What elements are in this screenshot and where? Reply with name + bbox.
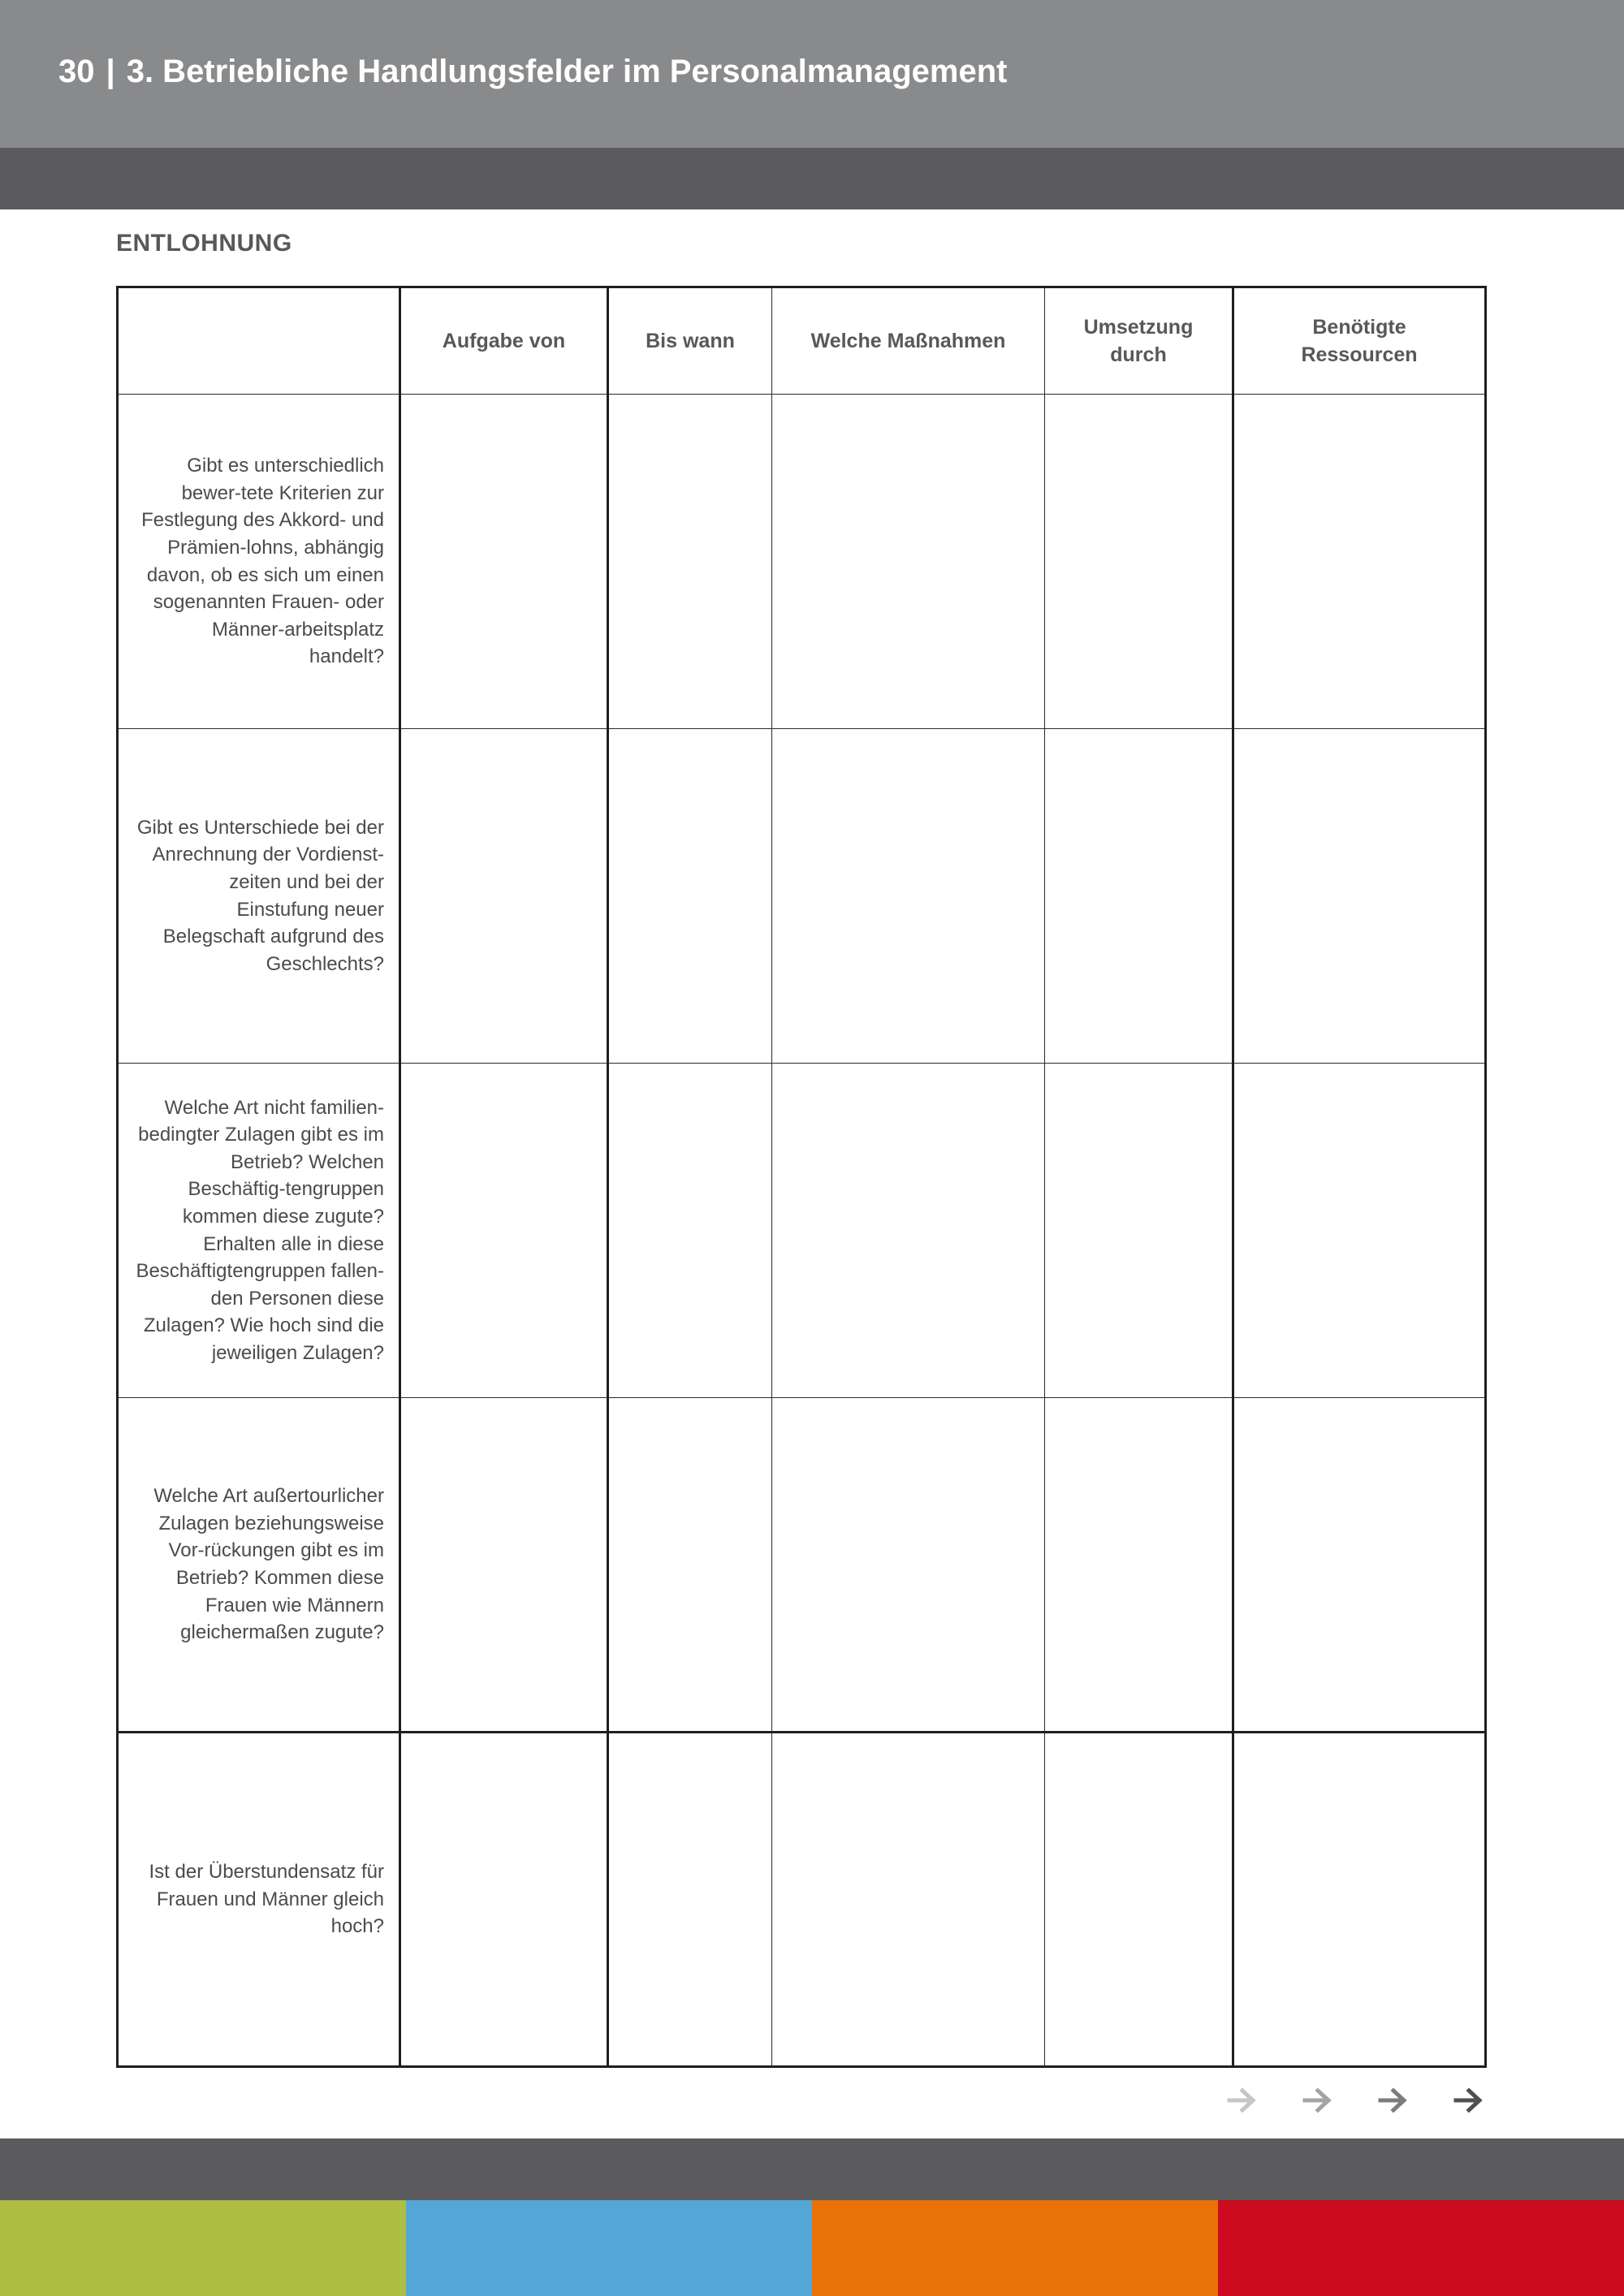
- answer-cell-aufgabe-von[interactable]: [400, 729, 608, 1064]
- answer-cell-aufgabe-von[interactable]: [400, 1398, 608, 1733]
- answer-cell-massnahmen[interactable]: [772, 1064, 1045, 1398]
- question-cell: Gibt es unterschiedlich bewer-tete Kriterien zur Festlegung des Akkord- und Prämien-lohns, abhängig davon, ob es sich um einen sogenannten Frauen- oder Männer-arbeitsplatz handelt?: [118, 395, 400, 729]
- arrow-right-icon[interactable]: [1377, 2080, 1410, 2121]
- header-separator: |: [106, 54, 115, 89]
- table-row: [118, 729, 1486, 1064]
- table-row: [118, 395, 1486, 729]
- answer-cell-aufgabe-von[interactable]: [400, 1064, 608, 1398]
- page-number: 30: [58, 54, 95, 89]
- footer-color-block-red: [1218, 2200, 1624, 2296]
- answer-cell-massnahmen[interactable]: [772, 395, 1045, 729]
- question-cell: Welche Art nicht familien-bedingter Zulagen gibt es im Betrieb? Welchen Beschäftig-tengruppen kommen diese zugute? Erhalten alle in diese Beschäftigtengruppen fallen-den Personen diese Zulagen? Wie hoch sind die jeweiligen Zulagen?: [118, 1064, 400, 1398]
- answer-cell-ressourcen[interactable]: [1233, 1398, 1486, 1733]
- table-row: [118, 1398, 1486, 1733]
- answer-cell-massnahmen[interactable]: [772, 729, 1045, 1064]
- answer-cell-umsetzung[interactable]: [1045, 395, 1233, 729]
- chapter-title: 3. Betriebliche Handlungsfelder im Personalmanagement: [126, 54, 1008, 89]
- header-band: [0, 148, 1624, 209]
- answer-cell-bis-wann[interactable]: [608, 395, 772, 729]
- footer-color-block-green: [0, 2200, 406, 2296]
- answer-cell-aufgabe-von[interactable]: [400, 1733, 608, 2067]
- column-header-massnahmen: Welche Maßnahmen: [772, 287, 1045, 395]
- answer-cell-ressourcen[interactable]: [1233, 395, 1486, 729]
- table-row: [118, 1733, 1486, 2067]
- column-header-aufgabe-von: Aufgabe von: [400, 287, 608, 395]
- answer-cell-umsetzung[interactable]: [1045, 1733, 1233, 2067]
- answer-cell-massnahmen[interactable]: [772, 1733, 1045, 2067]
- answer-cell-bis-wann[interactable]: [608, 729, 772, 1064]
- arrow-right-icon[interactable]: [1302, 2080, 1334, 2121]
- answer-cell-bis-wann[interactable]: [608, 1398, 772, 1733]
- answer-cell-umsetzung[interactable]: [1045, 1064, 1233, 1398]
- arrow-right-icon[interactable]: [1453, 2080, 1485, 2121]
- answer-cell-ressourcen[interactable]: [1233, 729, 1486, 1064]
- header-bar: [0, 0, 1624, 148]
- answer-cell-umsetzung[interactable]: [1045, 1398, 1233, 1733]
- footer-color-block-orange: [812, 2200, 1218, 2296]
- question-cell: Welche Art außertourlicher Zulagen beziehungsweise Vor-rückungen gibt es im Betrieb? Kommen diese Frauen wie Männern gleichermaßen zugute?: [118, 1398, 400, 1733]
- answer-cell-ressourcen[interactable]: [1233, 1733, 1486, 2067]
- answer-cell-umsetzung[interactable]: [1045, 729, 1233, 1064]
- section-title: ENTLOHNUNG: [116, 230, 292, 257]
- question-cell: Gibt es Unterschiede bei der Anrechnung der Vordienst-zeiten und bei der Einstufung neuer Belegschaft aufgrund des Geschlechts?: [118, 729, 400, 1064]
- column-header-bis-wann: Bis wann: [608, 287, 772, 395]
- arrow-right-icon[interactable]: [1226, 2080, 1259, 2121]
- column-header-umsetzung: Umsetzung durch: [1045, 287, 1233, 395]
- footer-color-block-blue: [406, 2200, 812, 2296]
- answer-cell-bis-wann[interactable]: [608, 1064, 772, 1398]
- answer-cell-aufgabe-von[interactable]: [400, 395, 608, 729]
- column-header-question: [118, 287, 400, 395]
- footer-band: [0, 2138, 1624, 2200]
- answer-cell-massnahmen[interactable]: [772, 1398, 1045, 1733]
- column-header-ressourcen: Benötigte Ressourcen: [1233, 287, 1486, 395]
- question-cell: Ist der Überstundensatz für Frauen und Männer gleich hoch?: [118, 1733, 400, 2067]
- table-header-row: [118, 287, 1486, 395]
- table-row: [118, 1064, 1486, 1398]
- page-header-title: [58, 54, 1007, 90]
- answer-cell-bis-wann[interactable]: [608, 1733, 772, 2067]
- answer-cell-ressourcen[interactable]: [1233, 1064, 1486, 1398]
- worksheet-table: [116, 286, 1487, 2068]
